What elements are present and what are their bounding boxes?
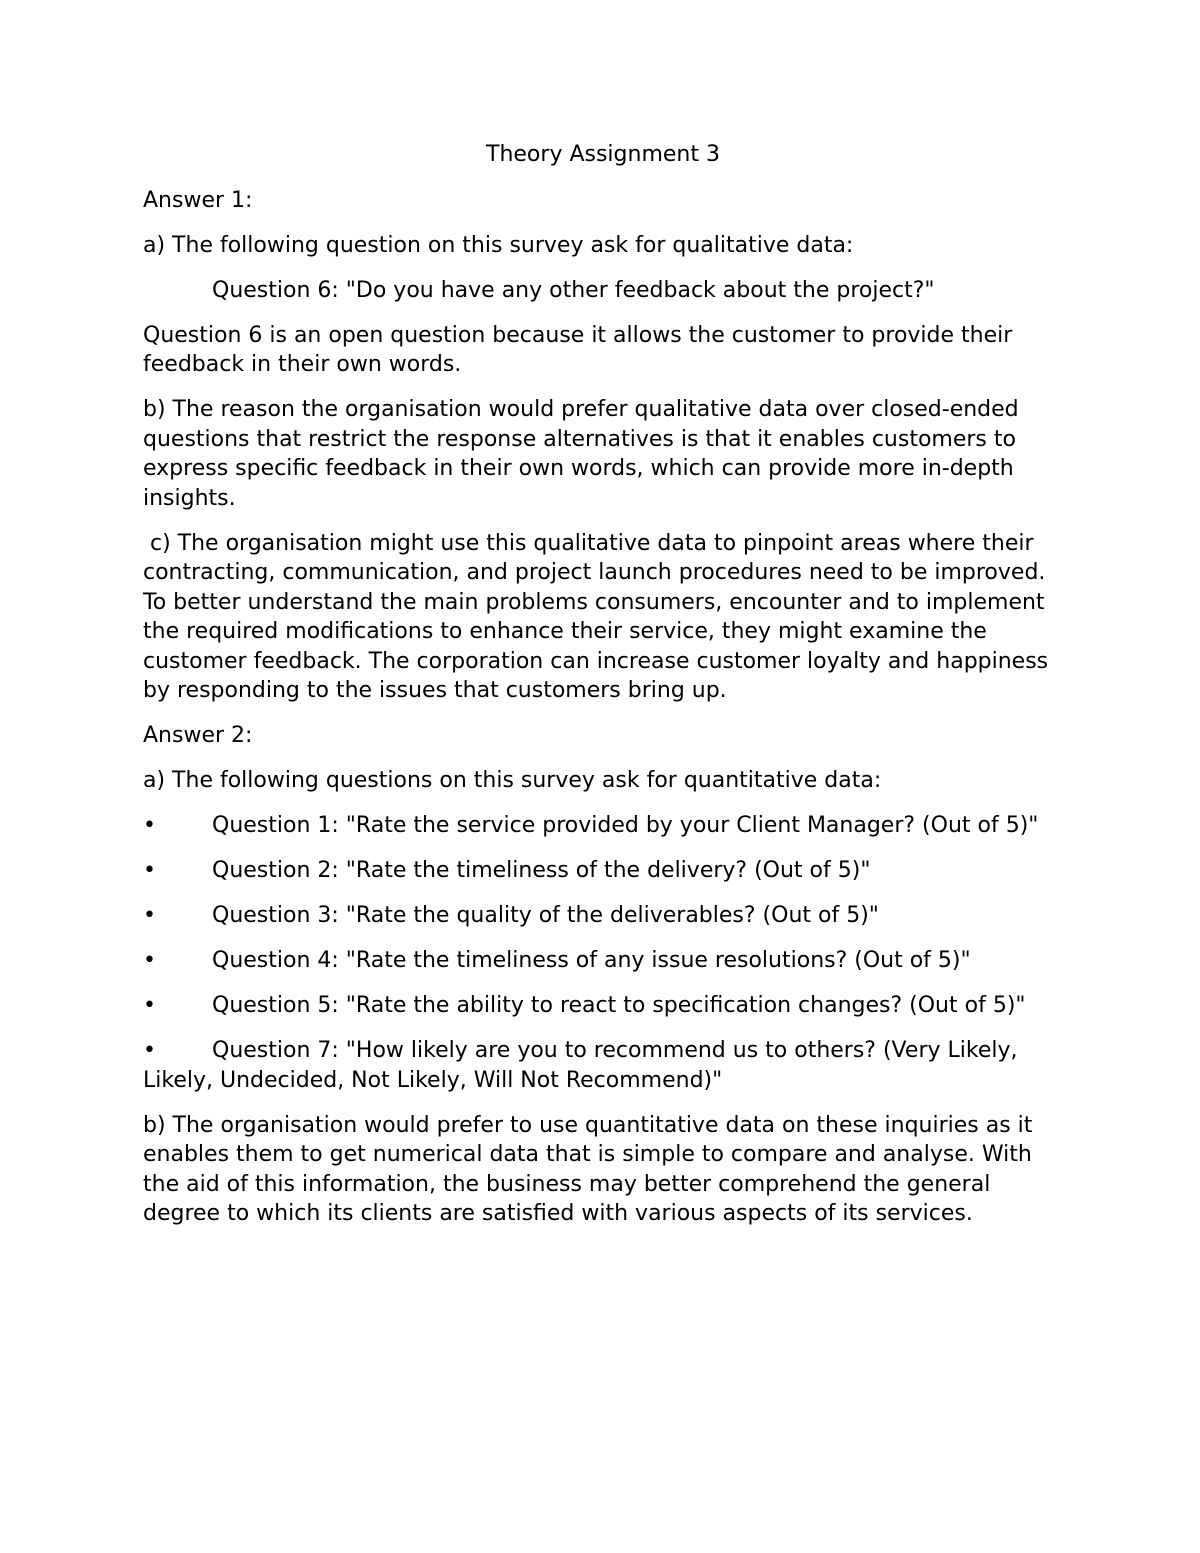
list-item [143, 991, 1063, 1021]
bullet-icon: • [143, 813, 156, 838]
question-5-text: Question 5: "Rate the ability to react to specification changes? (Out of 5)" [212, 993, 1026, 1018]
list-item [143, 901, 1063, 931]
bullet-icon: • [143, 903, 156, 928]
answer-1-part-c: c) The organisation might use this qualitative data to pinpoint areas where their contracting, communication, and project launch procedures need to be improved. To better understand the main problems consumers, encounter and to implement the required modifications to enhance their service, they might examine the customer feedback. The corporation can increase customer loyalty and happiness by responding to the issues that customers bring up. [143, 530, 1056, 703]
bullet-icon: • [143, 858, 156, 883]
question-2-text: Question 2: "Rate the timeliness of the delivery? (Out of 5)" [212, 858, 871, 883]
question-4-text: Question 4: "Rate the timeliness of any issue resolutions? (Out of 5)" [212, 948, 971, 973]
bullet-icon: • [143, 993, 156, 1018]
answer-2-part-a: a) The following questions on this survey ask for quantitative data: [143, 768, 882, 793]
answer-1-question-6: Question 6: "Do you have any other feedback about the project?" [212, 277, 935, 303]
answer-2-part-b: b) The organisation would prefer to use quantitative data on these inquiries as it enables them to get numerical data that is simple to compare and analyse. With the aid of this information, the business may better comprehend the general degree to which its clients are satisfied with various aspects of its services. [143, 1112, 1033, 1226]
answer-1-part-b: b) The reason the organisation would prefer qualitative data over closed-ended questions that restrict the response alternatives is that it enables customers to express specific feedback in their own words, which can provide more in-depth insights. [143, 397, 1019, 511]
answer-1-heading: Answer 1: [143, 187, 253, 213]
list-item [143, 1036, 1063, 1095]
bullet-icon: • [143, 1038, 156, 1063]
list-item [143, 811, 1063, 841]
question-1-text: Question 1: "Rate the service provided by your Client Manager? (Out of 5)" [212, 813, 1039, 838]
document-body [143, 140, 1063, 1244]
list-item [143, 856, 1063, 886]
answer-1-part-a: a) The following question on this survey ask for qualitative data: [143, 232, 854, 258]
question-7-text: Question 7: "How likely are you to recommend us to others? (Very Likely, Likely, Undecided, Not Likely, Will Not Recommend)" [143, 1038, 1018, 1093]
question-3-text: Question 3: "Rate the quality of the deliverables? (Out of 5)" [212, 903, 879, 928]
bullet-icon: • [143, 948, 156, 973]
list-item [143, 946, 1063, 976]
document-title: Theory Assignment 3 [486, 142, 720, 167]
answer-2-heading: Answer 2: [143, 723, 253, 748]
answer-1-explanation: Question 6 is an open question because it allows the customer to provide their feedback in their own words. [143, 322, 1013, 377]
